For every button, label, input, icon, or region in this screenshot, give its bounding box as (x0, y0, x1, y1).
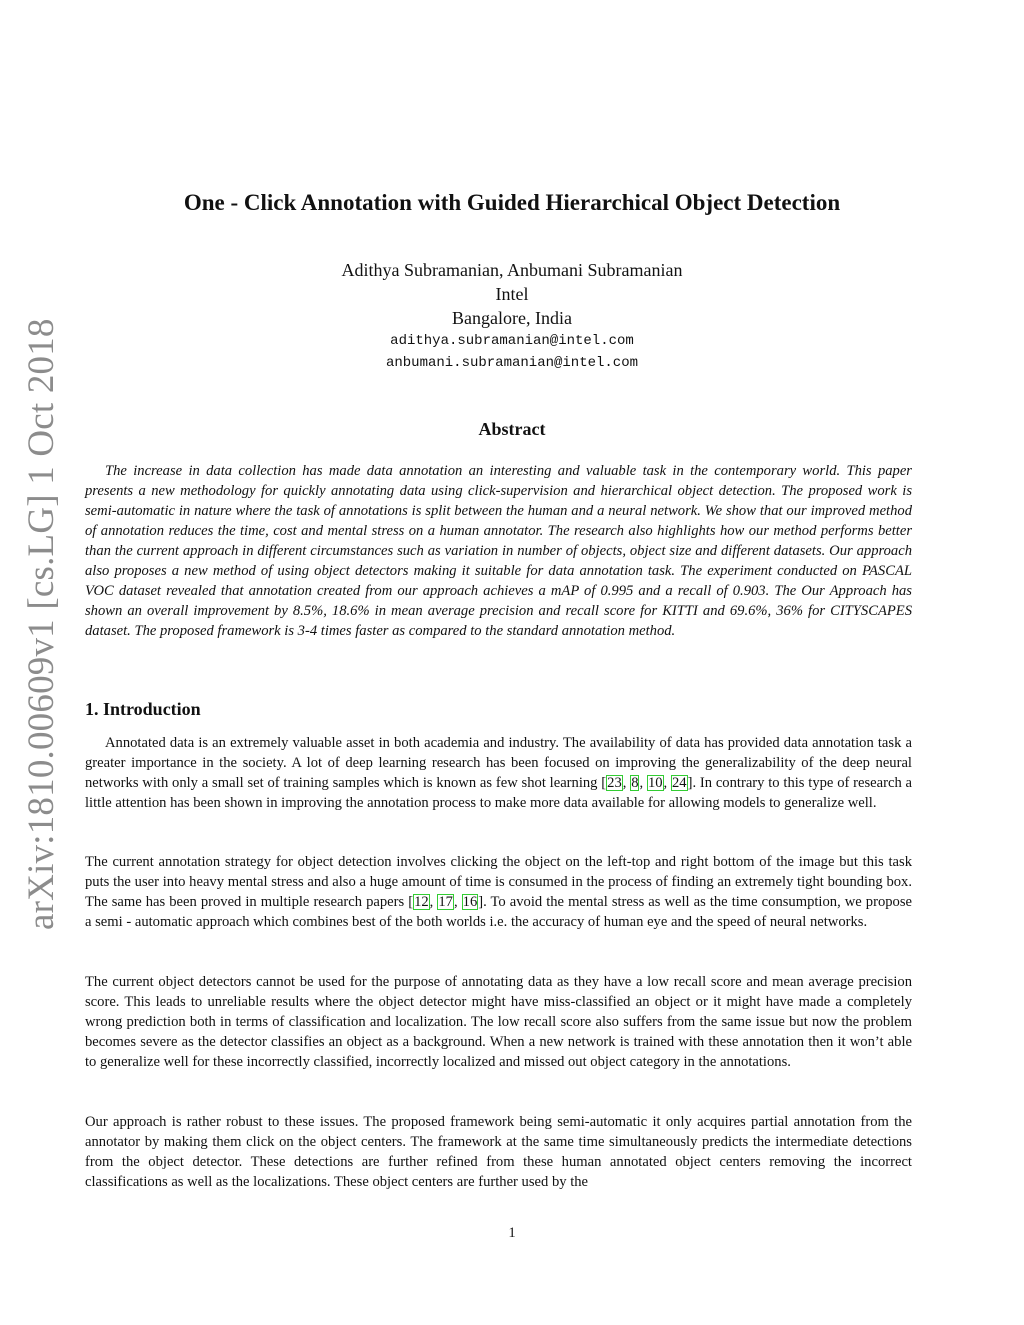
paragraph-text: The current annotation strategy for object detection involves clicking the object on the left-top and right bottom of the image but this task puts the user into heavy mental stress and also a huge amount of time is consumed in the process of finding an extremely tight bounding box. The same has been proved in multiple research papers [ (85, 854, 912, 910)
citation-link[interactable]: 10 (647, 775, 663, 791)
author-block (0, 258, 1024, 374)
paragraph-text: Annotated data is an extremely valuable asset in both academia and industry. The availability of data has provided data annotation task a greater importance in the society. A lot of deep learning research has been focused on improving the generalizability of the deep neural networks with only a small set of training samples which is known as few shot learning [ (85, 735, 912, 791)
paper-title: One - Click Annotation with Guided Hierarchical Object Detection (183, 190, 841, 215)
author-names: Adithya Subramanian, Anbumani Subramanian (341, 260, 683, 280)
abstract-text: The increase in data collection has made data annotation an interesting and valuable task in the contemporary world. This paper presents a new methodology for quickly annotating data using click-supervision and hierarchical object detection. The proposed work is semi-automatic in nature where the task of annotations is split between the human and a neural network. We show that our improved method of annotation reduces the time, cost and mental stress on a human annotator. The research also highlights how our method performs better than the current approach in different circumstances such as variation in number of objects, object size and different datasets. Our approach also proposes a new method of using object detectors making it suitable for data annotation task. The experiment conducted on PASCAL VOC dataset revealed that annotation created from our approach achieves a mAP of 0.995 and a recall of 0.903. The Our Approach has shown an overall improvement by 8.5%, 18.6% in mean average precision and recall score for KITTI and 69.6%, 36% for CITYSCAPES dataset. The proposed framework is 3-4 times faster as compared to the standard annotation method. (85, 463, 912, 639)
abstract-heading: Abstract (478, 419, 546, 439)
citation-link[interactable]: 12 (414, 894, 429, 910)
intro-paragraph-3: The current object detectors cannot be used for the purpose of annotating data as they have a low recall score and mean average precision score. This leads to unreliable results where the object detector might have miss-classified an object or it might have made a completely wrong prediction both in terms of classification and localization. The low recall score also suffers from the same issue but now the problem becomes severe as the detector classifies an object as a background. When a new network is trained with these annotation then it won’t able to generalize well for these incorrectly classified, incorrectly localized and missed out object category in the annotations. (85, 974, 912, 1070)
paragraph-text: ]. To avoid the mental stress as well as the time consumption, we propose a semi - automatic approach which combines best of the both worlds i.e. the accuracy of human eye and the speed of neural networks. (85, 894, 913, 930)
author-email: adithya.subramanian@intel.com (390, 333, 634, 349)
paragraph-text: ]. In contrary to this type of research a little attention has been shown in improving the annotation process to make more data available for allowing models to generalize well. (85, 775, 913, 811)
citation-link[interactable]: 16 (462, 894, 478, 910)
citation-link[interactable]: 8 (631, 775, 639, 791)
author-location: Bangalore, India (452, 308, 572, 328)
citation-link[interactable]: 17 (438, 894, 453, 910)
arxiv-identifier: arXiv:1810.00609v1 [cs.LG] 1 Oct 2018 (21, 318, 62, 930)
citation-link[interactable]: 23 (607, 775, 622, 791)
intro-paragraph-1: Annotated data is an extremely valuable asset in both academia and industry. The availability of data has provided data annotation task a greater importance in the society. A lot of deep learning research has been focused on improving the generalizability of the deep neural networks with only a small set of training samples which is known as few shot learning [23, 8, 10, 24]. In contrary to this type of research a little attention has been shown in improving the annotation process to make more data available for allowing models to generalize well. (85, 735, 913, 811)
intro-paragraph-2: The current annotation strategy for object detection involves clicking the object on the left-top and right bottom of the image but this task puts the user into heavy mental stress and also a huge amount of time is consumed in the process of finding an extremely tight bounding box. The same has been proved in multiple research papers [12, 17, 16]. To avoid the mental stress as well as the time consumption, we propose a semi - automatic approach which combines best of the both worlds i.e. the accuracy of human eye and the speed of neural networks. (85, 854, 913, 930)
intro-paragraph-4: Our approach is rather robust to these issues. The proposed framework being semi-automatic it only acquires partial annotation from the annotator by making them click on the object centers. The framework at the same time simultaneously predicts the intermediate detections from the object detector. These detections are further refined from these human annotated object centers removing the incorrect classifications as well as the localizations. These object centers are further used by the (85, 1114, 912, 1190)
author-affiliation: Intel (495, 284, 529, 304)
citation-link[interactable]: 24 (671, 775, 687, 791)
section-heading-introduction: 1. Introduction (85, 699, 201, 719)
page-number: 1 (508, 1225, 516, 1241)
author-email: anbumani.subramanian@intel.com (385, 355, 639, 371)
